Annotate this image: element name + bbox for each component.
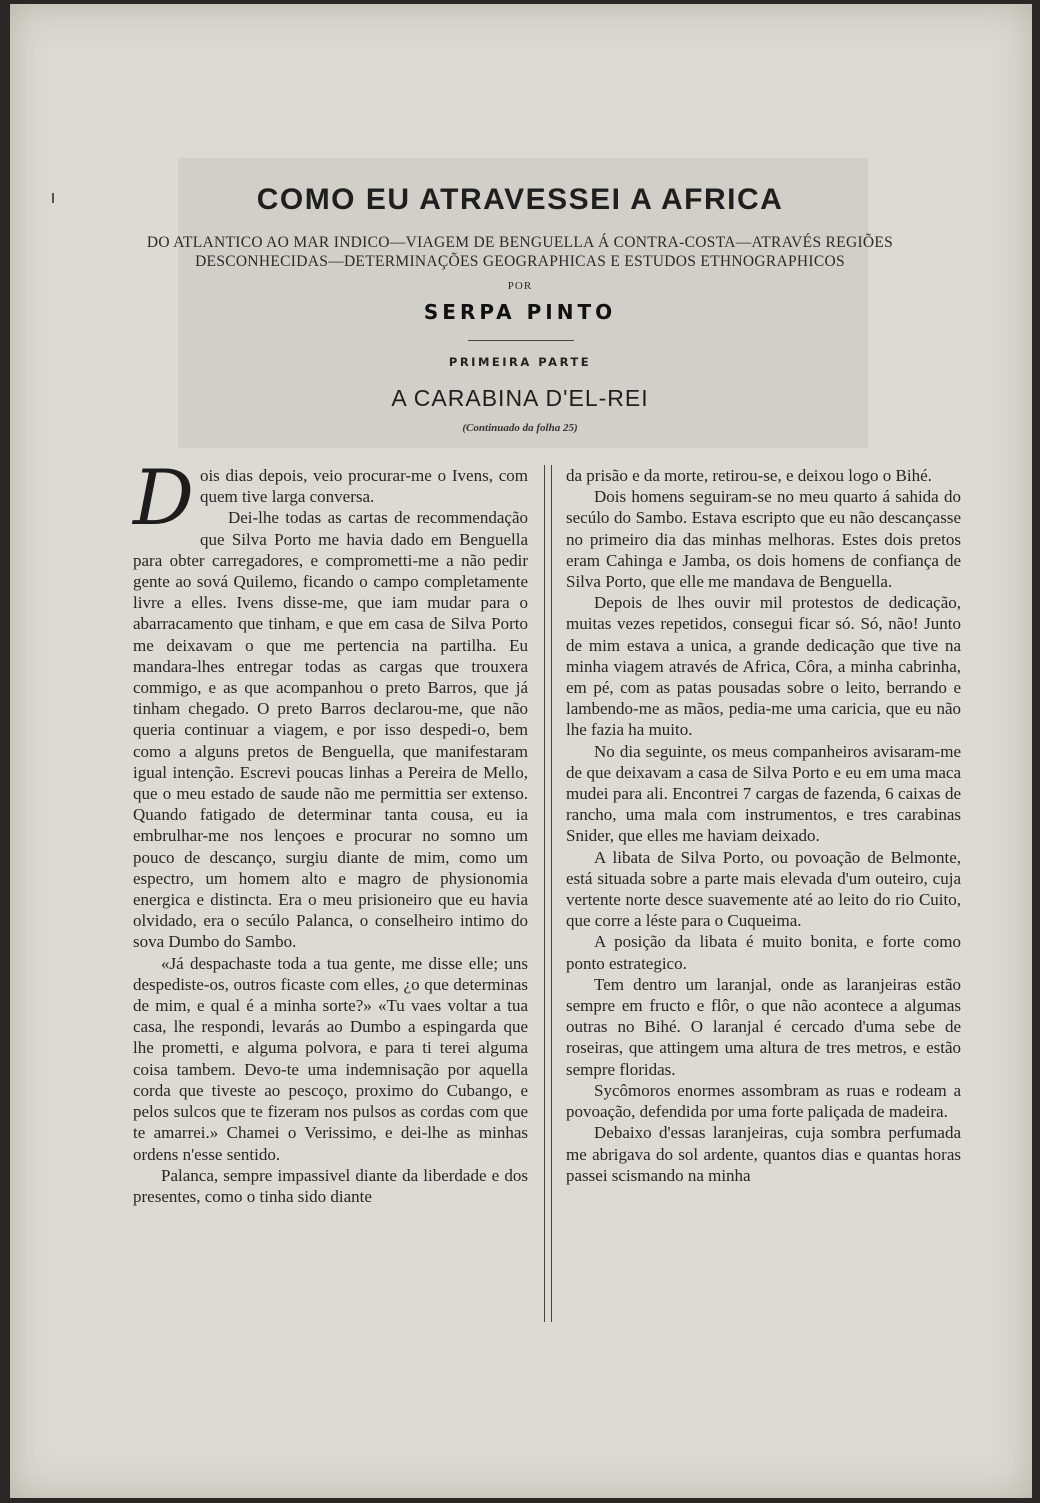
paragraph: A posição da libata é muito bonita, e forte como ponto estrategico. (566, 932, 961, 973)
author-name: SERPA PINTO (423, 300, 617, 324)
paragraph: No dia seguinte, os meus companheiros avisaram-me de que deixavam a casa de Silva Porto e eu em uma maca mudei para ali. Encontrei 7 cargas de fazenda, 6 caixas de rancho, uma mala com instrumentos, e tres carabinas Snider, que elles me haviam deixado. (566, 741, 961, 846)
paragraph: da prisão e da morte, retirou-se, e deixou logo o Bihé. (566, 466, 932, 485)
paragraph-text: ois dias depois, veio procurar-me o Ivens, com quem tive larga conversa. (199, 466, 528, 507)
paragraph: Tem dentro um laranjal, onde as laranjeiras estão sempre em fructo e flôr, o que não acontece a algumas outras no Bihé. O laranjal é cercado d'uma sebe de roseiras, que attingem uma altura de tres metros, e estão sempre floridas. (566, 974, 961, 1079)
paragraph: «Já despachaste toda a tua gente, me disse elle; uns despediste-os, outros ficaste com elles, ¿o que determinas de mim, e qual é a minha sorte?» «Tu vaes voltar a tua casa, lhe respondi, levarás ao Dumbo a espingarda que lhe prometti, e alguma polvora, e para ti terei alguma coisa tambem. Devo-te uma indemnisação por aquella corda que tiveste ao pescoço, proximo do Cubango, e pelos sulcos que te fizeram nos pulsos as cordas com que te amarrei.» Chamei o Verissimo, e dei-lhe as minhas ordens n'esse sentido. (133, 953, 528, 1164)
paragraph: Dei-lhe todas as cartas de recommendação que Silva Porto me havia dado em Benguella para obter carregadores, e comprometti-me a não pedir gente ao sová Quilemo, ficando o campo completamente livre a elles. Ivens disse-me, que iam mudar para o abarracamento que tinham, e que em casa de Silva Porto me deixavam o que me pertencia na partilha. Eu mandara-lhes entregar todas as cargas que trouxera commigo, e as que acompanhou o preto Barros, que já tinham chegado. O preto Barros declarou-me, que não queria continuar a viagem, e por isso despedi-o, bem como a alguns pretos de Benguella, que manifestaram igual intenção. Escrevi poucas linhas a Pereira de Mello, que o meu estado de saude não me permittia ser extenso. Quando fatigado de determinar tanta cousa, eu ia embrulhar-me nos lençoes e procurar no somno um pouco de descanço, surgiu diante de mim, como um espectro, um homem alto e magro de physionomia energica e distincta. Era o meu prisioneiro que eu havia olvidado, era o secúlo Palanca, o conselheiro intimo do sova Dumbo do Sambo. (133, 508, 528, 952)
paragraph: Debaixo d'essas laranjeiras, cuja sombra perfumada me abrigava do sol ardente, quantos dias e quantas horas passei scismando na minha (566, 1123, 961, 1185)
article-subtitle (0, 233, 1040, 271)
paragraph (133, 453, 528, 542)
paragraph: Depois de lhes ouvir mil protestos de dedicação, muitas vezes repetidos, consegui ficar só. Só, não! Junto de mim estava a unica, a grande dedicação que tive na minha viagem através de Africa, Côra, a minha cabrinha, em pé, com as patas pousadas sobre o leito, berrando e lambendo-me as mãos, pedia-me uma caricia, que eu não lhe fazia ha muito. (566, 593, 961, 740)
text-column-left (133, 453, 528, 1207)
subtitle-line-2: DESCONHECIDAS—DETERMINAÇÕES GEOGRAPHICAS E ESTUDOS ETHNOGRAPHICOS (195, 253, 845, 270)
text-column-right (566, 465, 961, 1186)
paragraph: A libata de Silva Porto, ou povoação de Belmonte, está situada sobre a parte mais elevada d'um outeiro, cuja vertente norte desce suavemente até ao leito do rio Cuito, que corre a léste para o Cuqueima. (566, 847, 961, 931)
part-heading: PRIMEIRA PARTE (448, 355, 592, 369)
header-divider (468, 340, 574, 341)
paragraph: Sycômoros enormes assombram as ruas e rodeam a povoação, defendida por uma forte paliçada de madeira. (566, 1080, 961, 1122)
subtitle-line-1: DO ATLANTICO AO MAR INDICO—VIAGEM DE BENGUELLA Á CONTRA-COSTA—ATRAVÉS REGIÕES (146, 234, 894, 251)
column-divider (544, 465, 552, 1322)
byline-por: POR (507, 280, 533, 292)
article-title: COMO EU ATRAVESSEI A AFRICA (256, 183, 784, 216)
paragraph: Palanca, sempre impassivel diante da liberdade e dos presentes, como o tinha sido diante (133, 1165, 528, 1206)
paragraph: Dois homens seguiram-se no meu quarto á sahida do secúlo do Sambo. Estava escripto que eu não descançasse no primeiro dia das minhas melhoras. Estes dois pretos eram Cahinga e Jamba, os dois homens de confiança de Silva Porto, que elle me mandava de Benguella. (566, 487, 961, 592)
continued-note: (Continuado da folha 25) (462, 422, 578, 434)
drop-cap: D (133, 453, 194, 542)
chapter-title: A CARABINA D'EL-REI (391, 385, 649, 411)
